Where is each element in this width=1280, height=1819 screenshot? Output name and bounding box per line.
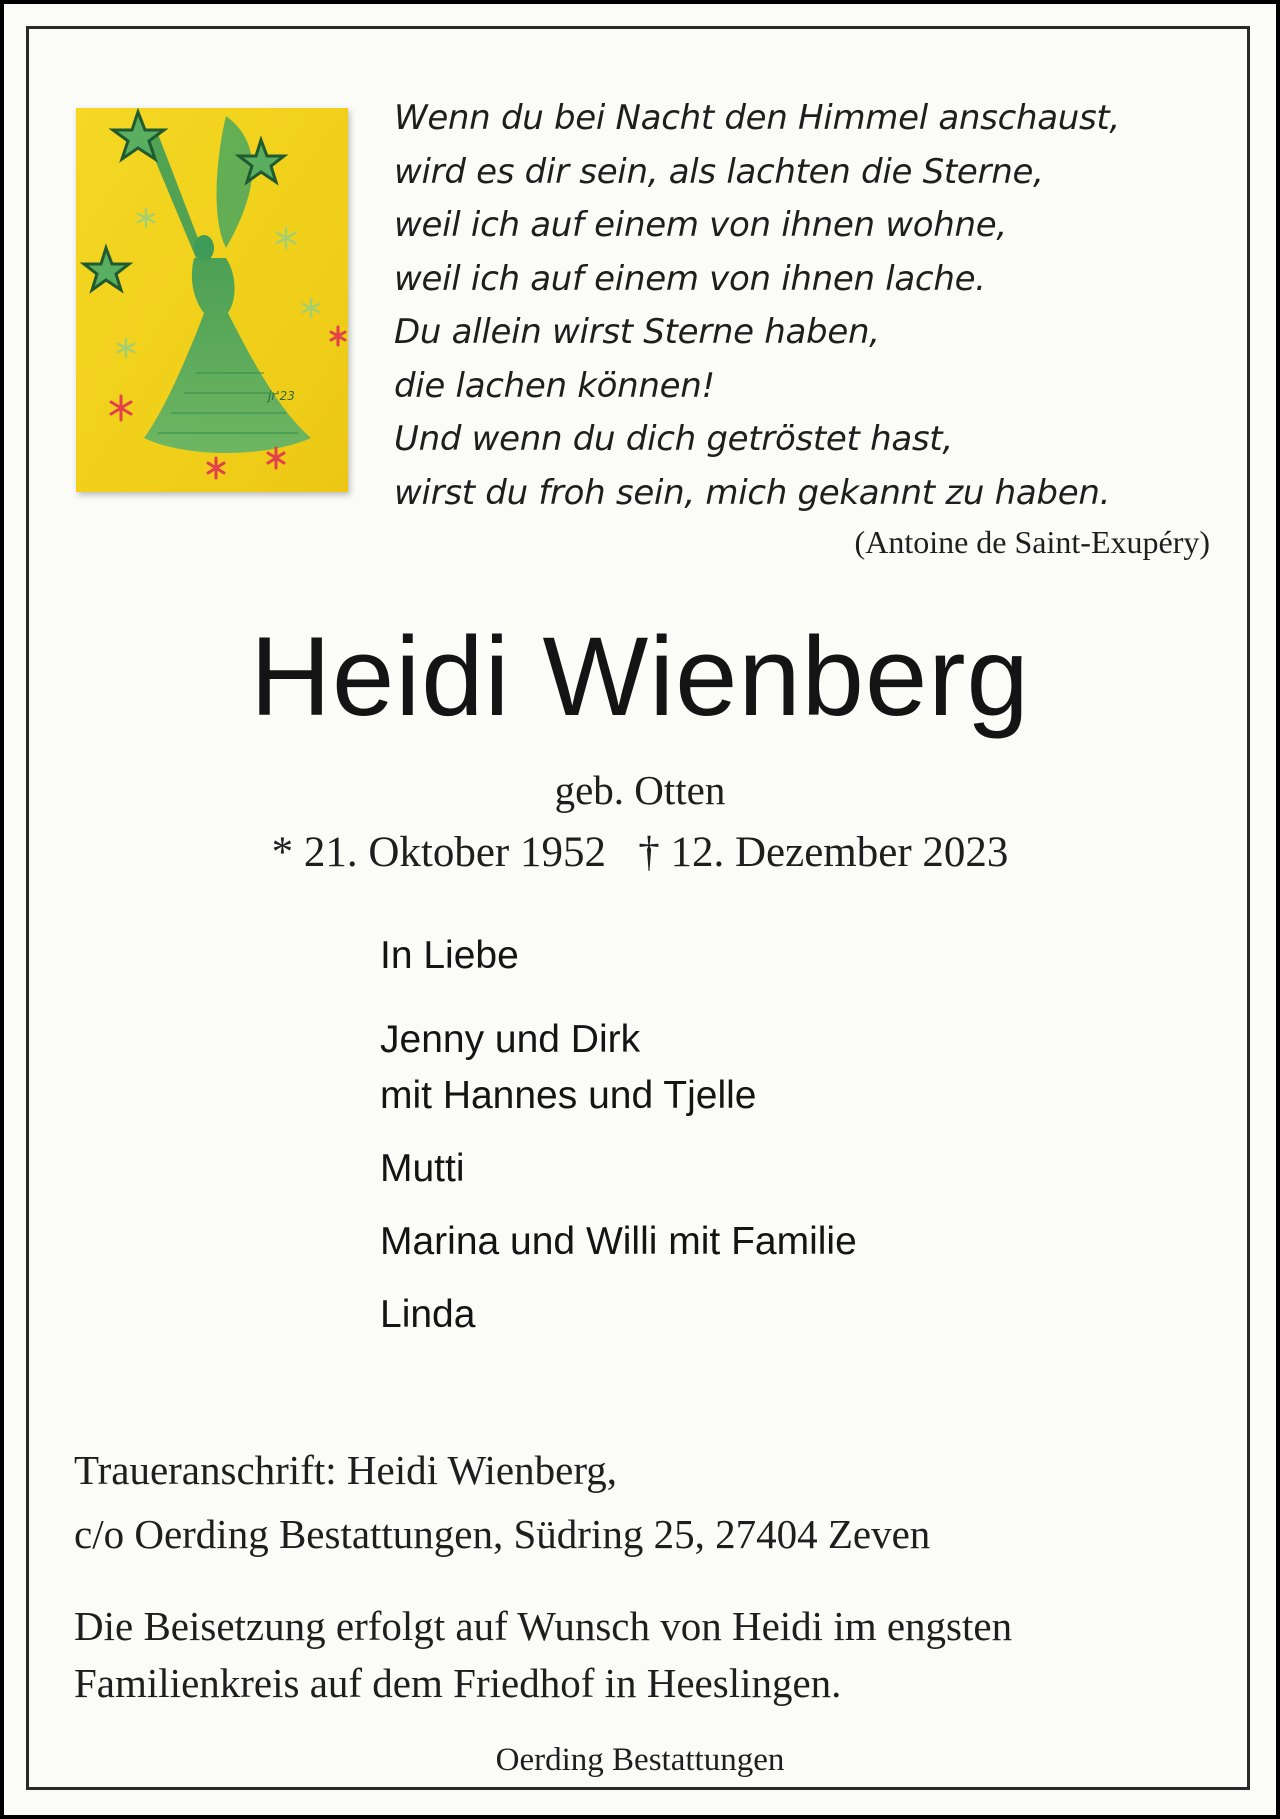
maiden-name: geb. Otten [554, 767, 726, 813]
poem-line: weil ich auf einem von ihnen wohne, [394, 205, 1007, 245]
mourner-line: Marina und Willi mit Familie [380, 1220, 857, 1263]
poem-line: Und wenn du dich getröstet hast, [394, 419, 953, 459]
poem-line: Du allein wirst Sterne haben, [394, 312, 880, 352]
mourner-line: Mutti [380, 1147, 465, 1190]
mourner-group [380, 1012, 857, 1124]
mourners-list [380, 934, 857, 1360]
mourner-line: Jenny und Dirk [380, 1018, 641, 1061]
mourner-group [380, 1141, 857, 1197]
mourner-line: Linda [380, 1293, 476, 1336]
funeral-home: Oerding Bestattungen [495, 1742, 785, 1778]
address-line: c/o Oerding Bestattungen, Südring 25, 27404 Zeven [74, 1511, 931, 1557]
angel-painting [76, 108, 348, 492]
mourners-intro: In Liebe [380, 934, 519, 977]
poem-line: weil ich auf einem von ihnen lache. [394, 258, 986, 299]
life-dates: * 21. Oktober 1952 † 12. Dezember 2023 [271, 829, 1009, 876]
mourner-line: mit Hannes und Tjelle [380, 1074, 757, 1117]
angel-with-stars-painting-icon [76, 108, 348, 492]
poem-line: die lachen können! [394, 365, 715, 406]
deceased-name: Heidi Wienberg [250, 614, 1030, 739]
poem-line: wirst du froh sein, mich gekannt zu haben. [394, 472, 1111, 513]
burial-line: Die Beisetzung erfolgt auf Wunsch von Heidi im engsten [74, 1603, 1013, 1649]
address-line: Traueranschrift: Heidi Wienberg, [74, 1447, 617, 1493]
obituary-notice [4, 4, 1276, 1815]
poem-attribution: (Antoine de Saint-Exupéry) [854, 524, 1210, 560]
poem-line: wird es dir sein, als lachten die Sterne, [394, 151, 1044, 192]
mourner-group [380, 1214, 857, 1270]
svg-text:jr'23: jr'23 [268, 389, 295, 403]
burial-notice [74, 1598, 1012, 1712]
mourning-address [74, 1438, 930, 1566]
poem-line: Wenn du bei Nacht den Himmel anschaust, [394, 98, 1120, 138]
poem [394, 92, 1234, 520]
burial-line: Familienkreis auf dem Friedhof in Heeslingen. [74, 1660, 842, 1706]
mourner-group [380, 1287, 857, 1343]
